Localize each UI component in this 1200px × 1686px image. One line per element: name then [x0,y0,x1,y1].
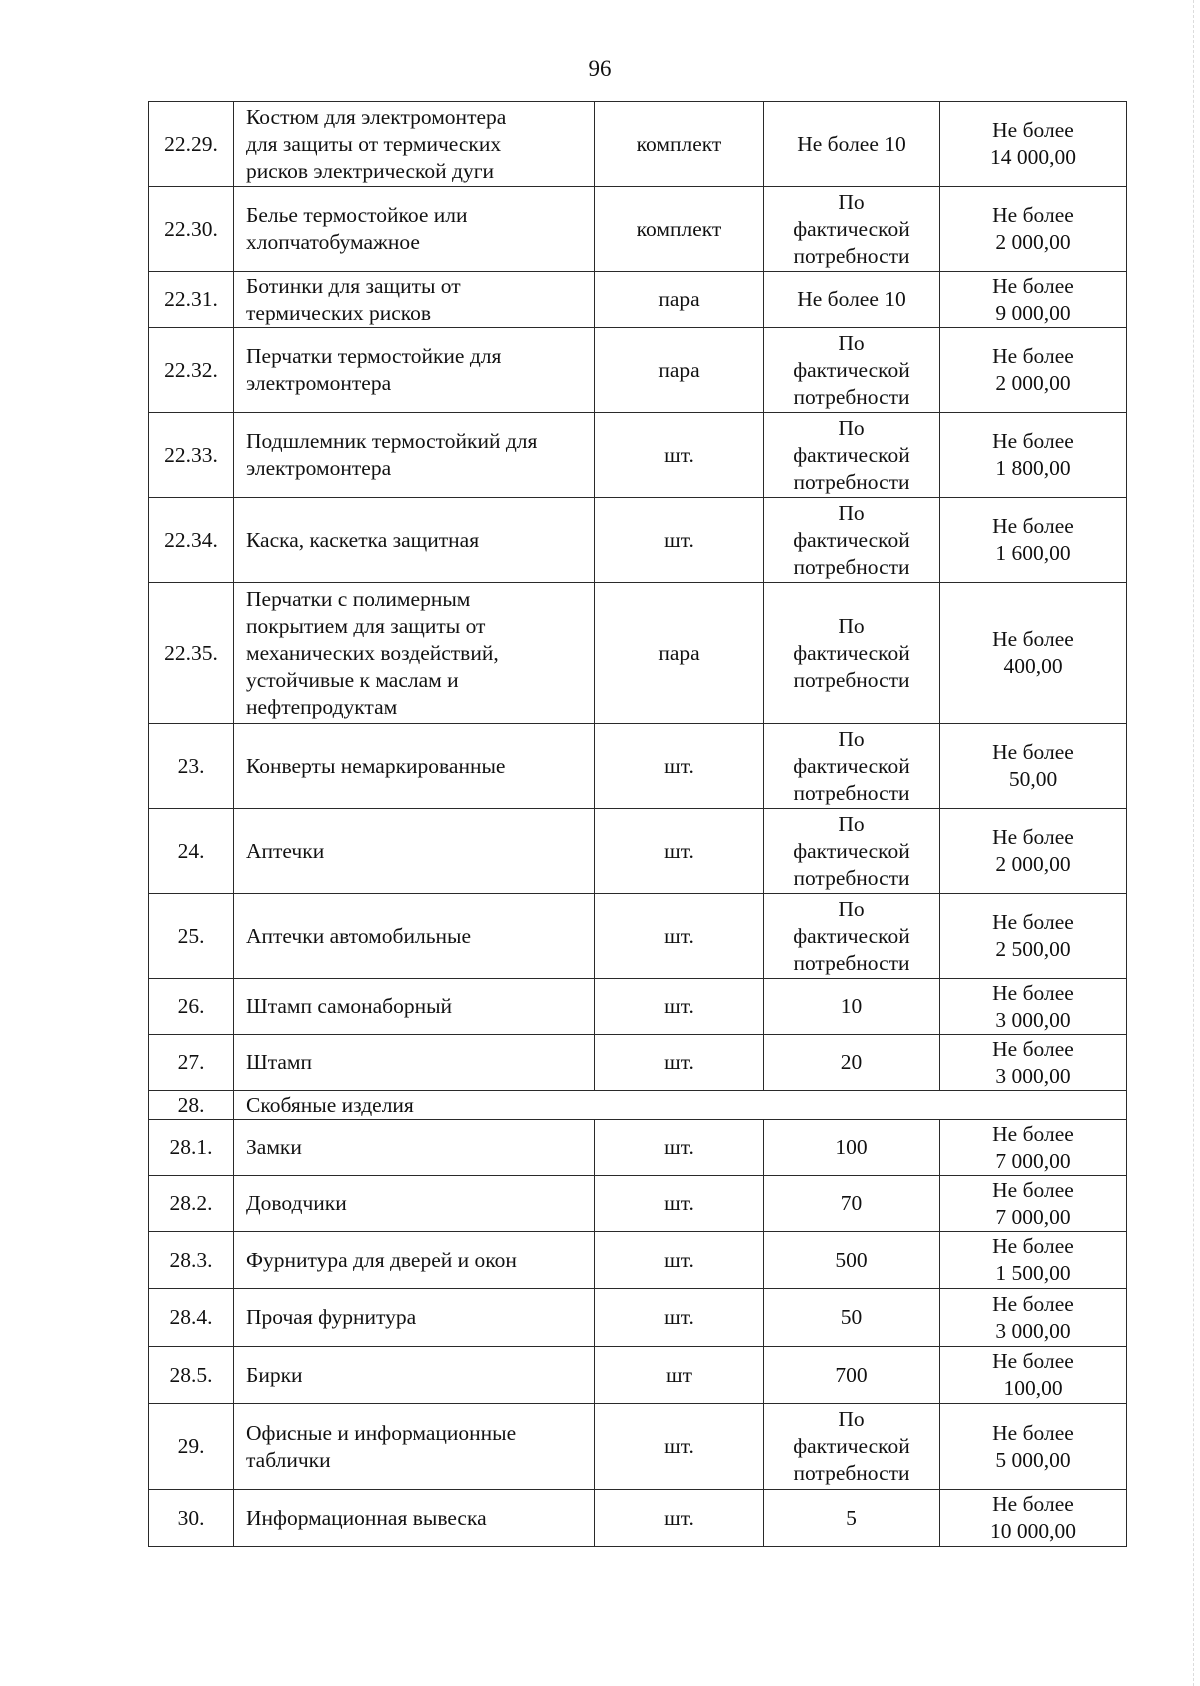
item-name-cell-text: Костюм для электромонтера для защиты от термических рисков электрической дуги [246,104,507,183]
table-row [149,498,1127,583]
price-cell-text: Не более 1 600,00 [992,514,1074,565]
price-cell [940,809,1127,894]
unit-cell-text: пара [658,357,700,382]
item-name-cell [234,328,595,413]
item-name-cell-text: Бирки [246,1362,303,1387]
item-name-cell-text: Перчатки с полимерным покрытием для защиты от механических воздействий, устойчивые к маслам и нефтепродуктам [246,586,499,719]
price-cell-text: Не более 3 000,00 [992,980,1074,1032]
quantity-cell-text: По фактической потребности [793,1407,910,1485]
quantity-cell [764,979,940,1035]
table-row [149,583,1127,724]
row-number-cell [149,102,234,187]
price-cell [940,187,1127,272]
price-cell-text: Не более 7 000,00 [992,1121,1074,1173]
row-number-cell-text: 22.33. [164,442,218,467]
quantity-cell-text: По фактической потребности [793,896,910,975]
unit-cell [595,498,764,583]
row-number-cell-text: 22.34. [164,527,218,552]
quantity-cell-text: 50 [840,1305,863,1329]
unit-cell-text: шт. [664,994,694,1018]
page-number: 96 [588,56,612,81]
price-cell [940,1035,1127,1091]
table-body [149,102,1127,1547]
quantity-cell-text: По фактической потребности [793,613,910,692]
item-name-cell-text: Информационная вывеска [246,1505,487,1530]
price-cell-text: Не более 2 500,00 [992,910,1074,961]
item-name-cell [234,1035,595,1091]
item-name-cell [234,413,595,498]
unit-cell [595,979,764,1035]
unit-cell-text: шт. [664,1305,694,1329]
price-cell-text: Не более 5 000,00 [992,1420,1074,1472]
table-row [149,809,1127,894]
price-cell [940,724,1127,809]
item-name-cell-text: Замки [246,1135,302,1159]
quantity-cell [764,1120,940,1176]
price-cell [940,328,1127,413]
quantity-cell [764,583,940,724]
price-cell [940,1176,1127,1232]
item-name-cell [234,1347,595,1404]
row-number-cell-text: 30. [177,1505,205,1530]
row-number-cell [149,979,234,1035]
item-name-cell [234,272,595,328]
unit-cell [595,1176,764,1232]
table-row [149,413,1127,498]
row-number-cell [149,1347,234,1404]
quantity-cell [764,1232,940,1289]
row-number-cell-text: 22.29. [164,131,218,156]
item-name-cell [234,1404,595,1490]
unit-cell [595,272,764,328]
item-name-cell [234,1232,595,1289]
table-row [149,1347,1127,1404]
row-number-cell-text: 28.2. [169,1191,213,1215]
unit-cell [595,102,764,187]
unit-cell-text: пара [658,640,700,665]
unit-cell [595,1035,764,1091]
row-number-cell-text: 28.5. [169,1362,213,1387]
quantity-cell [764,1176,940,1232]
price-cell-text: Не более 100,00 [992,1349,1074,1400]
row-number-cell-text: 22.32. [164,357,218,382]
row-number-cell [149,809,234,894]
row-number-cell [149,328,234,413]
price-cell [940,894,1127,979]
row-number-cell [149,1120,234,1176]
unit-cell-text: шт. [664,1050,694,1074]
item-name-cell-text: Конверты немаркированные [246,753,506,778]
unit-cell [595,1232,764,1289]
row-number-cell [149,583,234,724]
section-title-cell [234,1091,1127,1120]
item-name-cell [234,724,595,809]
price-cell-text: Не более 10 000,00 [990,1492,1076,1543]
price-cell-text: Не более 3 000,00 [992,1291,1074,1343]
unit-cell [595,809,764,894]
quantity-cell [764,328,940,413]
table-row [149,328,1127,413]
quantity-cell [764,187,940,272]
section-title-cell-text: Скобяные изделия [246,1093,414,1117]
quantity-cell-text: 100 [835,1135,868,1159]
quantity-cell [764,1289,940,1347]
item-name-cell [234,102,595,187]
row-number-cell [149,724,234,809]
quantity-cell-text: По фактической потребности [793,811,910,890]
unit-cell-text: шт. [664,923,694,948]
quantity-cell-text: 70 [840,1191,863,1215]
table-row [149,1120,1127,1176]
quantity-cell-text: По фактической потребности [793,330,910,409]
unit-cell-text: шт [666,1362,692,1387]
quantity-cell [764,894,940,979]
row-number-cell-text: 28.3. [169,1247,213,1272]
price-cell [940,1347,1127,1404]
item-name-cell [234,498,595,583]
row-number-cell-text: 29. [177,1434,205,1458]
item-name-cell-text: Штамп самонаборный [246,994,453,1018]
price-cell-text: Не более 9 000,00 [992,273,1074,325]
item-name-cell [234,1120,595,1176]
item-name-cell-text: Белье термостойкое или хлопчатобумажное [246,203,468,254]
unit-cell-text: шт. [664,527,694,552]
row-number-cell [149,1232,234,1289]
quantity-cell-text: Не более 10 [797,287,906,311]
item-name-cell-text: Прочая фурнитура [246,1305,417,1329]
quantity-cell-text: По фактической потребности [793,415,910,494]
price-cell-text: Не более 2 000,00 [992,203,1074,254]
price-cell [940,102,1127,187]
quantity-cell [764,272,940,328]
item-name-cell-text: Штамп [246,1050,313,1074]
table-row [149,979,1127,1035]
price-cell [940,979,1127,1035]
quantity-cell-text: 10 [840,994,863,1018]
price-cell-text: Не более 2 000,00 [992,825,1074,876]
item-name-cell-text: Ботинки для защиты от термических рисков [246,273,461,325]
unit-cell [595,328,764,413]
item-name-cell [234,979,595,1035]
item-name-cell-text: Подшлемник термостойкий для электромонтера [246,429,538,480]
quantity-cell-text: 5 [846,1505,857,1530]
unit-cell-text: комплект [636,216,722,241]
items-table [148,101,1127,1547]
price-cell [940,583,1127,724]
price-cell [940,1404,1127,1490]
table-row [149,1232,1127,1289]
row-number-cell-text: 28. [177,1093,205,1117]
item-name-cell-text: Доводчики [246,1191,347,1215]
section-row [149,1091,1127,1120]
unit-cell-text: шт. [664,1191,694,1215]
unit-cell-text: шт. [664,753,694,778]
unit-cell-text: шт. [664,1434,694,1458]
row-number-cell [149,1091,234,1120]
table-row [149,724,1127,809]
unit-cell-text: шт. [664,1247,694,1272]
price-cell [940,1289,1127,1347]
row-number-cell [149,1404,234,1490]
table-row [149,1404,1127,1490]
table-row [149,1490,1127,1547]
unit-cell [595,1289,764,1347]
price-cell [940,1490,1127,1547]
item-name-cell [234,187,595,272]
quantity-cell [764,413,940,498]
price-cell-text: Не более 1 800,00 [992,429,1074,480]
item-name-cell [234,583,595,724]
unit-cell-text: шт. [664,442,694,467]
row-number-cell-text: 22.35. [164,640,218,665]
price-cell-text: Не более 7 000,00 [992,1177,1074,1229]
quantity-cell-text: 700 [835,1362,868,1387]
quantity-cell-text: 500 [835,1247,868,1272]
price-cell-text: Не более 14 000,00 [990,118,1076,169]
table-row [149,894,1127,979]
quantity-cell [764,1347,940,1404]
unit-cell [595,724,764,809]
row-number-cell-text: 28.1. [169,1135,213,1159]
item-name-cell [234,1490,595,1547]
unit-cell [595,894,764,979]
item-name-cell-text: Фурнитура для дверей и окон [246,1247,517,1272]
item-name-cell-text: Офисные и информационные таблички [246,1420,517,1472]
unit-cell [595,583,764,724]
item-name-cell [234,1176,595,1232]
row-number-cell-text: 23. [177,753,205,778]
table-row [149,1289,1127,1347]
row-number-cell [149,1176,234,1232]
unit-cell-text: шт. [664,1135,694,1159]
unit-cell [595,413,764,498]
unit-cell-text: комплект [636,131,722,156]
row-number-cell [149,1490,234,1547]
price-cell-text: Не более 400,00 [992,627,1074,678]
price-cell-text: Не более 1 500,00 [992,1234,1074,1285]
row-number-cell-text: 25. [177,923,205,948]
price-cell [940,498,1127,583]
quantity-cell [764,102,940,187]
unit-cell [595,1404,764,1490]
row-number-cell [149,1035,234,1091]
price-cell [940,413,1127,498]
unit-cell [595,1120,764,1176]
price-cell-text: Не более 3 000,00 [992,1036,1074,1088]
scan-edge-line [1192,0,1194,1686]
price-cell [940,272,1127,328]
row-number-cell-text: 22.30. [164,216,218,241]
unit-cell [595,187,764,272]
quantity-cell-text: По фактической потребности [793,189,910,268]
item-name-cell [234,894,595,979]
unit-cell-text: шт. [664,838,694,863]
table-row [149,187,1127,272]
unit-cell [595,1347,764,1404]
row-number-cell [149,413,234,498]
unit-cell-text: шт. [664,1505,694,1530]
item-name-cell-text: Аптечки автомобильные [246,923,472,948]
row-number-cell [149,272,234,328]
price-cell-text: Не более 50,00 [992,740,1074,791]
quantity-cell [764,724,940,809]
unit-cell [595,1490,764,1547]
quantity-cell [764,1035,940,1091]
table-row [149,102,1127,187]
quantity-cell [764,498,940,583]
quantity-cell-text: 20 [840,1050,863,1074]
table-row [149,1176,1127,1232]
item-name-cell-text: Каска, каскетка защитная [246,527,480,552]
row-number-cell-text: 27. [177,1050,205,1074]
item-name-cell [234,809,595,894]
row-number-cell [149,498,234,583]
quantity-cell-text: По фактической потребности [793,726,910,805]
quantity-cell-text: Не более 10 [797,131,906,156]
row-number-cell-text: 22.31. [164,287,218,311]
table-row [149,272,1127,328]
item-name-cell-text: Аптечки [246,838,325,863]
row-number-cell [149,894,234,979]
row-number-cell-text: 28.4. [169,1305,213,1329]
item-name-cell-text: Перчатки термостойкие для электромонтера [246,344,502,395]
row-number-cell [149,187,234,272]
price-cell [940,1120,1127,1176]
quantity-cell-text: По фактической потребности [793,500,910,579]
row-number-cell [149,1289,234,1347]
table-row [149,1035,1127,1091]
price-cell [940,1232,1127,1289]
unit-cell-text: пара [658,287,700,311]
quantity-cell [764,1490,940,1547]
item-name-cell [234,1289,595,1347]
row-number-cell-text: 24. [177,838,205,863]
price-cell-text: Не более 2 000,00 [992,344,1074,395]
row-number-cell-text: 26. [177,994,205,1018]
quantity-cell [764,809,940,894]
quantity-cell [764,1404,940,1490]
